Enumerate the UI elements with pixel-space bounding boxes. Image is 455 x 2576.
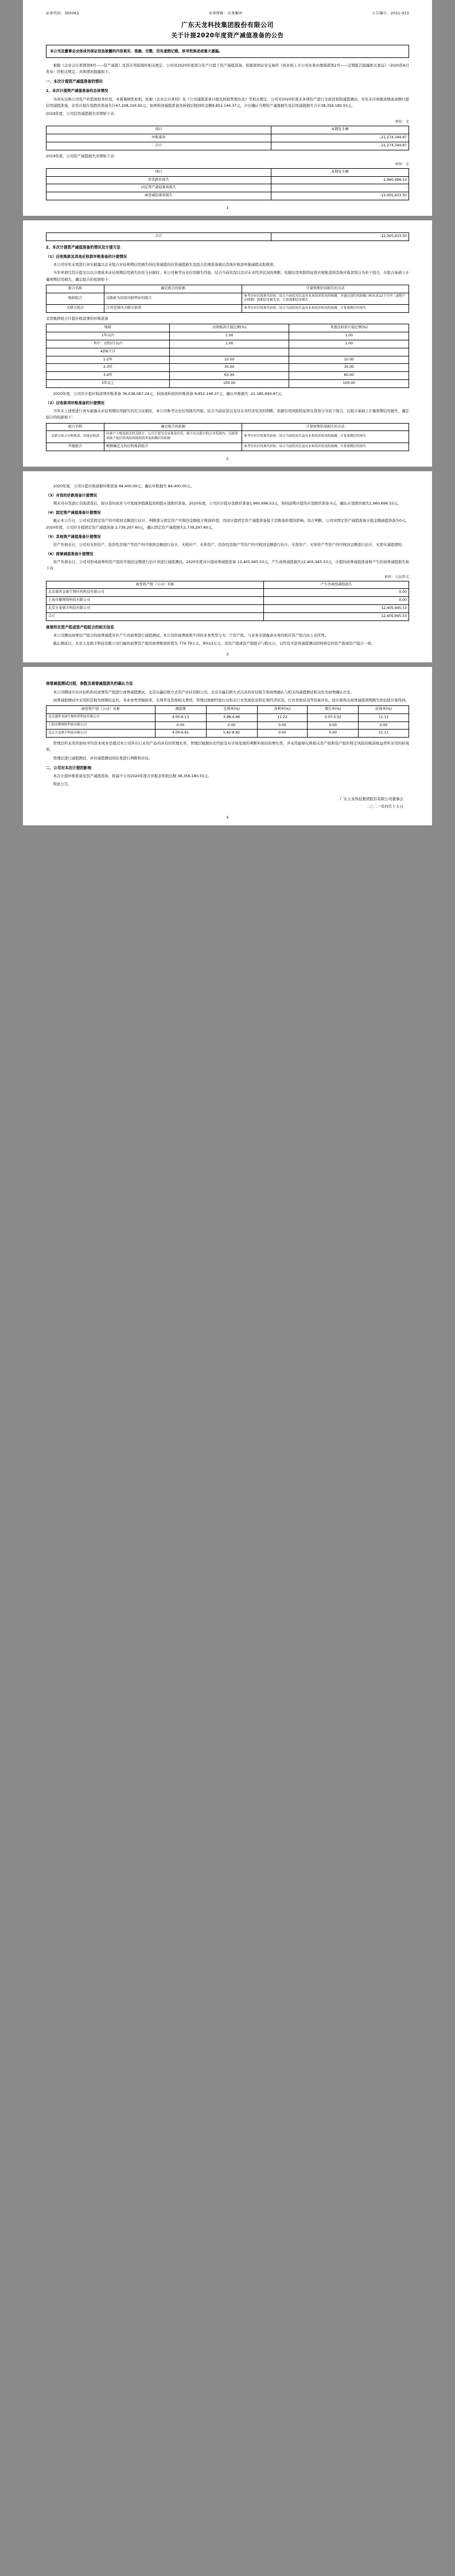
cell-or-rate: 100.00 — [289, 380, 409, 388]
cell-aging: 3年以上 — [46, 380, 170, 388]
cell-goodwill-loss: 0.00 — [264, 597, 409, 605]
section-2-1-heading: （1）应收账款及其他应收款坏账准备的计提情况 — [46, 254, 127, 259]
table-row — [46, 431, 409, 443]
cell-discount-rate: 0.00 — [359, 721, 409, 730]
page-number: 1 — [226, 206, 229, 211]
cell-amount: -21,274,344.87 — [271, 142, 409, 150]
cell-method: 参考历史信用损失经验，结合当前状况以及对未来经济状况的预测，计算预期信用损失 — [242, 443, 409, 451]
table-2019-asset-impairment-total — [46, 232, 409, 241]
table-row — [46, 305, 409, 313]
section-2-2-para: 当年末上述需进行真实披露未评估预期信用损失的充分证据时，本公司参考历史信用损失经验，结合当前状况以及对未来经济状况的判断，依据信用风险特征将存货划分为若干组合，在组合基础上计量预期信用损失，确定组合的依据如下： — [46, 409, 409, 420]
cell-aging: 其中：1到3月以内 — [46, 340, 170, 348]
cell-gross-margin: 5.82-8.82 — [206, 730, 257, 738]
cell-aging: 2-3年 — [46, 364, 170, 372]
table-related-party-method — [46, 423, 409, 451]
cell-asset-group: 上海市聚网络科技有限公司 — [46, 721, 155, 730]
col-or-rate: 其他应收款计提比例(%) — [289, 324, 409, 332]
table-row — [46, 332, 409, 340]
cell-group-name: 其他组合 — [46, 443, 104, 451]
col-discount-rate: 折现率(%) — [359, 705, 409, 713]
page-title: 关于计提2020年度资产减值准备的公告 — [171, 32, 284, 40]
cell-method: 参考历史信用损失经验，结合当前状况以及对未来经济状况的预测，计算预期信用损失 — [242, 305, 409, 313]
cell-item: 商誉减值准备损失 — [46, 192, 271, 200]
aging-table-caption: 采用账龄组合计提应收款项的坏账准备 — [46, 316, 108, 321]
page-2 — [23, 220, 432, 467]
section-1-1-para: 为真实反映公司资产价值和财务状况，本着谨慎性原则，依据《企业会计准则》及《公司减值准备计提及核销管理办法》等相关规定，公司对2020年度末各项资产进行全面清查和减值测试，对年末应收账款账面余额计提信用减值准备，存货计提存货跌价准备共计47,208,326.92元；加预转回减值准备及转销后收回的金额8,852,146.37元，合计确认当期资产减值损失及信用减值损失合计38,356,180.55元。 — [46, 96, 409, 108]
cell-or-rate: 60.00 — [289, 372, 409, 380]
cell-aging: 1年以内 — [46, 332, 170, 340]
section-2-2-heading: （2）应收款项坏账准备的计提情况 — [46, 401, 105, 406]
section-5-para-1: 本公司聘请专业评估机构对商誉资产组进行商誉减值测试，北京众鑫信联方式资产评估有限公司。北京众鑫信联方式出具的评估报告和商誉确认与相关的减值测试相关的为商誉确认方法。 — [53, 689, 354, 695]
cell-asset-group: 北京盛世金康生物医药科技有限公司 — [46, 713, 155, 721]
cell-ar-rate — [169, 348, 289, 356]
cell-amount: -21,274,344.87 — [271, 134, 409, 142]
cell-or-rate: 1.00 — [289, 340, 409, 348]
section-6-heading: 二、公司对本次计提的影响 — [46, 765, 92, 770]
cell-item: 合计 — [46, 142, 271, 150]
page-4 — [23, 667, 432, 825]
cell-aging: 1-2年 — [46, 356, 170, 364]
cell-growth-rate: 0.00 — [308, 730, 359, 738]
table-2019-credit-caption: 2019年度，公司信用减值损失详情如下表： — [46, 111, 118, 116]
cell-asset-group: 合计 — [46, 612, 264, 620]
cell-asset-group: 北京盛世金康生物医药科技有限公司 — [46, 589, 264, 597]
table-row — [46, 372, 409, 380]
table-row — [46, 443, 409, 451]
cell-net-margin: 0.00 — [257, 721, 308, 730]
section-2-1-para-2: 当年单项目其计提足以以合理成本评估预期信用损失的充分证据时，本公司参考历史信用损失经验，结合当前状况以及对未来经济状况的判断，依据信用风险特征将应收账款和其他应收款划分为若干组合，在组合基础上计量预期信用损失，确定组合的依据如下： — [46, 270, 409, 282]
table-row — [46, 192, 409, 200]
cell-asset-group: 北京天龙鼎丰科技有限公司 — [46, 730, 155, 738]
cell-item: 合计 — [46, 233, 271, 241]
section-6-para-1: 本次计提坏账准备及资产减值准备，将减少公司2020年度合并报表利润总额 38,356,180.55元。 — [53, 774, 212, 779]
document — [0, 0, 455, 825]
section-3-para-3: 截止本公告日，公司对其固定资产的可收回金额进行估计，判断部分固定资产可收回金额低于账面价值，因而计提固定资产减值准备低于其账面价值的影响，综合判断，公司对固定资产减值准备计提金额减值准备为0元。2020年度，公司应计提固定资产减值准备 2,739,297.60元，确认固定资产减值损失2,739,297.60元。 — [46, 518, 409, 530]
table-row — [46, 721, 409, 730]
cell-goodwill-loss: 12,405,945.53 — [264, 612, 409, 620]
cell-ar-rate: 63.30 — [169, 372, 289, 380]
col-goodwill-loss: 产生的商誉减值损失 — [264, 581, 409, 589]
cell-method: 参考历史信用损失经验，结合当前状况以及对未来经济状况的预测，计算预期信用损失 — [242, 431, 409, 443]
section-5-heading: 商誉减值测试过程、参数及商誉减值损失的确认方法 — [46, 681, 133, 686]
company-title: 广东天龙科技集团股份有限公司 — [181, 21, 274, 29]
cell-basis: 合并范围内关联方款项 — [104, 305, 242, 313]
cell-or-rate — [289, 348, 409, 356]
section-4-para-2: 截止测试日，北京天龙鼎丰科技有限公司归属的商誉资产组的商誉账面价值为 779.79万元，8%12万元，该资产组或资产组组合与购买日，以经有可获得减值测试的转移定的资产组或资产组合一致。 — [53, 641, 375, 646]
cell-amount: -12,005,933.50 — [271, 233, 409, 241]
cell-asset-group: 上海市聚网络科技有限公司 — [46, 597, 264, 605]
cell-growth-rate: 3.07-5.52 — [308, 713, 359, 721]
section-5-para-2: 商誉减值测试中采用的其他为预期信息的，各业务类型模拟率，毛利率及其他相关费用，管理层根据经验行业相关行业发展状况和宏观经济状况、行业发展状况等因素评估，按计算得出商誉减值预期损失的估值计算得到。 — [53, 697, 409, 703]
cell-net-margin: 0.00 — [257, 730, 308, 738]
cell-gross-margin: 3.98-4.86 — [206, 713, 257, 721]
table-aging-rates — [46, 324, 409, 388]
col-gross-margin: 毛利率(%) — [206, 705, 257, 713]
cell-or-rate: 1.00 — [289, 332, 409, 340]
page-number: 4 — [226, 816, 229, 820]
section-2-1-para-3: 2020年度，公司应计提应收款项坏账准备 36,038,087.24元，转回或转回的坏账准备 8,852,146.37元，确认坏账损失 -21,185,940.87元。 — [53, 391, 285, 396]
cell-aging: 3-4年 — [46, 372, 170, 380]
goodwill-table-unit: 单位：人民币元 — [384, 575, 409, 579]
section-3-4-heading: （4）固定资产减值准备计提情况 — [46, 510, 101, 515]
table-row — [46, 597, 409, 605]
col-basis: 确定组合的依据 — [104, 423, 242, 431]
cell-net-margin: 11.22 — [257, 713, 308, 721]
page-number: 2 — [226, 456, 229, 461]
notice-number: 公告编号：2021-023 — [372, 11, 409, 15]
section-3-para-2: 期末对存货进行全面清查后，按存货的成本与可变现净值孰低原则提存货跌价准备。2020年度，公司应计提存货跌价准备1,960,696.53元，转回前期计提的存货跌价准备 0元，确认存货跌价损失1,960,696.53元。 — [53, 501, 401, 506]
cell-item: 存货跌价损失 — [46, 176, 271, 184]
col-method: 计量预期信用损失的方法 — [242, 285, 409, 293]
cell-ar-rate: 30.00 — [169, 364, 289, 372]
stock-code: 证券代码：300063 — [46, 11, 79, 15]
page-3 — [23, 471, 432, 662]
cell-aging: 4到6个月 — [46, 348, 170, 356]
col-item: 项目 — [46, 126, 271, 134]
section-2-1-para-1: 本公司对年末需进行真实披露以企业组合评估预期信用损失的信贷减值的信贷减值损失及组合范围准备做出其他应收款单独减值采取简述。 — [53, 262, 277, 267]
cell-gross-margin: 0.00 — [206, 721, 257, 730]
col-group-name: 组合名称 — [46, 285, 104, 293]
cell-ar-rate: 10.00 — [169, 356, 289, 364]
cell-goodwill-loss: 0.00 — [264, 589, 409, 597]
section-3-6-heading: （6）商誉减值准备计提情况 — [46, 552, 94, 557]
section-1-heading: 一、本次计提资产减值准备的情况 — [46, 79, 103, 84]
cell-forecast-period: 0.00 — [155, 721, 206, 730]
signature-date: 二〇二一年四月十五日 — [366, 804, 403, 809]
cell-group-name: 关联方组合应收账款、其他应收款 — [46, 431, 104, 443]
section-3-para-1: 2020年度，公司计提应收票据坏账准备 84,400.00元，确认坏账损失 84,400.00元。 — [53, 483, 194, 488]
cell-ar-rate: 1.00 — [169, 340, 289, 348]
section-3-5-heading: （5）其他资产减值准备计提情况 — [46, 534, 101, 539]
col-aging: 账龄 — [46, 324, 170, 332]
table-row — [46, 605, 409, 613]
col-group-name: 组合名称 — [46, 423, 104, 431]
table-row — [46, 713, 409, 721]
table-2019-credit-unit: 单位：元 — [395, 120, 409, 125]
col-asset-group: 商誉资产组（公司）名称 — [46, 581, 264, 589]
table-row — [46, 730, 409, 738]
cell-ar-rate: 100.00 — [169, 380, 289, 388]
cell-group-name: 关联方组合 — [46, 305, 104, 313]
cell-forecast-period: 4.00-6.13 — [155, 713, 206, 721]
section-1-1-heading: 1、本次计提资产减值准备的总体情况 — [46, 88, 108, 94]
table-2019-asset-impairment — [46, 168, 409, 200]
table-row — [46, 340, 409, 348]
section-3-3-heading: （3）存货的价跌准备计提情况 — [46, 493, 98, 498]
section-4-heading: 商誉所在资产组或资产组组合的相关信息 — [46, 624, 114, 630]
table-goodwill-test-parameters — [46, 705, 409, 738]
col-item: 项目 — [46, 168, 271, 176]
cell-amount: -1,960,496.53 — [271, 176, 409, 184]
cell-goodwill-loss: 12,405,945.53 — [264, 605, 409, 613]
cell-forecast-period: 4.00-6.81 — [155, 730, 206, 738]
section-5-para-3: 管理层所采用的加权平均资本成本是超过本公司所在行业的产品的具有的管理长率、管理层根据历史经验及对市场发展的判断所预估的增长率，并采用能够反映相关资产组和资产组的特定风险的税前收益率所采用的折现率。 — [46, 741, 409, 752]
cell-or-rate: 30.00 — [289, 364, 409, 372]
table-credit-loss-method — [46, 285, 409, 313]
signature-company: 广东天龙科技集团股份有限公司董事会 — [340, 797, 403, 802]
page-header — [46, 10, 409, 15]
stock-name: 证券简称：天龙集团 — [208, 11, 243, 15]
cell-ar-rate: 1.00 — [169, 332, 289, 340]
table-row — [46, 589, 409, 597]
cell-item: 坏账准备 — [46, 134, 271, 142]
table-row — [46, 176, 409, 184]
table-row — [46, 612, 409, 620]
cell-growth-rate: 0.00 — [308, 721, 359, 730]
section-4-para-1: 本公司测试商誉资产组合的商誉减值对应产生的商誉进行减值测试。本公司的商誉按照不同的业务类型分为二个资产组，与业务全部盈余业务的相应资产组合由上表所列。 — [53, 633, 329, 638]
table-goodwill-impairment — [46, 581, 409, 621]
col-net-margin: 净利率(%) — [257, 705, 308, 713]
table-row — [46, 380, 409, 388]
section-2-heading: 2、本次计提资产减值准备的情况及计提方法 — [46, 245, 120, 250]
section-3-para-5: 资产负债表日，公司对形成商誉的资产组的可收回金额进行估计并进行减值测试。2020年度对计提商誉减值准备 12,405,945.53元，产生商誉减值损失12,405,945.53元，计提的商誉减值准备和产生的商誉减值损失如下表： — [46, 560, 409, 571]
table-row — [46, 356, 409, 364]
col-basis: 确定组合的依据 — [104, 285, 242, 293]
table-2019-asset-unit: 单位：元 — [395, 162, 409, 166]
col-method: 计量预期信用损失的方法 — [242, 423, 409, 431]
cell-discount-rate: 11.11 — [359, 713, 409, 721]
cell-amount: -12,005,933.50 — [271, 192, 409, 200]
cell-amount: - — [271, 184, 409, 192]
page-1 — [23, 0, 432, 216]
table-row — [46, 293, 409, 305]
col-ar-rate: 应收账款计提比例(%) — [169, 324, 289, 332]
cell-asset-group: 北京天龙鼎丰科技有限公司 — [46, 605, 264, 613]
intro-paragraph: 根据《企业会计准则第8号——资产减值》及其应用指南的相关规定，公司对2020年度部分资产计提了资产减值准备。依据深圳证券交易所《创业板上市公司业务办理指南第2号——定期报告披露相关事宜》（2020年6月发布）的相关规定，具体情况披露如下。 — [46, 63, 409, 75]
cell-method: 参考历史信用损失经验，结合当前状况以及对未来经济状况的预测，并通过违约风险敞口和未来12个月内（或整个存续期）预期信用损失率，计算预期信用损失 — [242, 293, 409, 305]
table-row — [46, 134, 409, 142]
table-row — [46, 233, 409, 241]
table-row — [46, 364, 409, 372]
cell-basis: 根据确定义的应收账款组合 — [104, 443, 242, 451]
cell-discount-rate: 11.11 — [359, 730, 409, 738]
cell-item: 固定资产减值准备损失 — [46, 184, 271, 192]
section-3-para-4: 资产负债表日，公司对无形资产、投资性房地产等资产的可收回金额进行估计，无相应产、无形资产、投资性房地产等资产的可收回金额进行估计，无需资产、无形资产等资产的可收回金额进行估计，无需实减值情形。 — [53, 542, 406, 547]
table-row — [46, 184, 409, 192]
page-number: 3 — [226, 653, 229, 657]
section-6-para-2: 特此公告。 — [53, 782, 72, 787]
section-5-para-4: 管理层进行减值测试，并对减值测试的结果进行判断和评估。 — [53, 755, 153, 761]
table-2019-asset-caption: 2019年度，公司资产减值损失详情如下表： — [46, 153, 118, 158]
col-growth-rate: 增长率(%) — [308, 705, 359, 713]
col-amount: 本期发生额 — [271, 126, 409, 134]
table-row — [46, 348, 409, 356]
col-forecast-period: 测算期 — [155, 705, 206, 713]
disclaimer-box: 本公司及董事会全体成员保证信息披露的内容真实、准确、完整，没有虚假记载、误导性陈述或重大遗漏。 — [46, 45, 409, 58]
cell-or-rate: 10.00 — [289, 356, 409, 364]
col-amount: 本期发生额 — [271, 168, 409, 176]
cell-basis: 向客户上级及相关的关联方，公司主要为交易现金出发，属于向关联方的合并范围内，关联款项属于低信用风险的债权债务及依赖信用依据 — [104, 431, 242, 443]
table-row — [46, 142, 409, 150]
cell-group-name: 账龄组合 — [46, 293, 104, 305]
table-2019-credit-loss — [46, 126, 409, 150]
cell-basis: 以账龄为信用风险特征的组合 — [104, 293, 242, 305]
col-asset-group: 商誉资产组（公司）名称 — [46, 705, 155, 713]
